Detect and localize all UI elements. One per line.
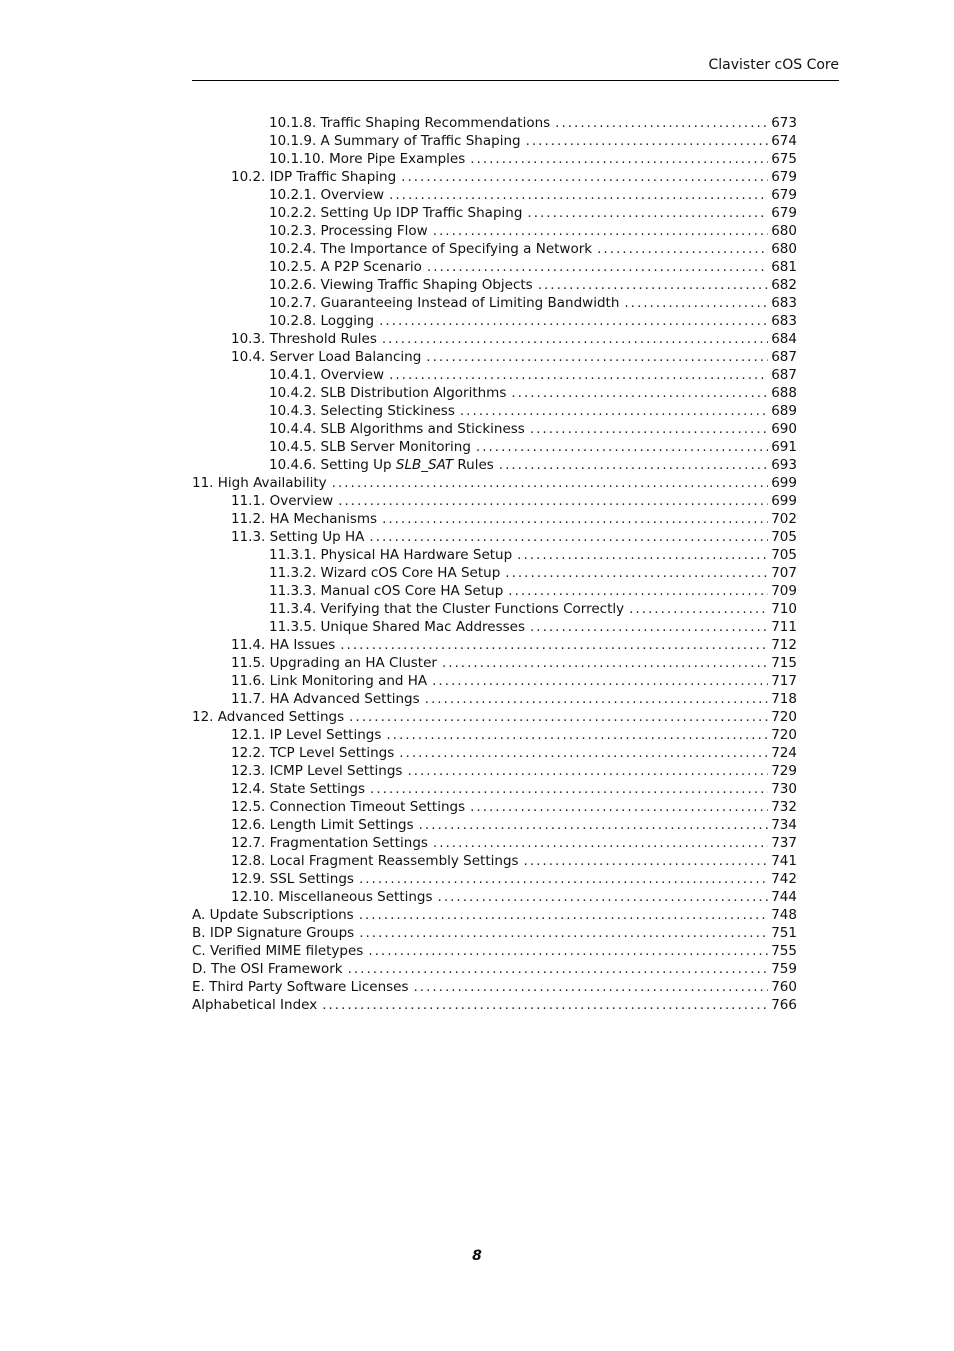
toc-entry-page: 673 bbox=[771, 115, 797, 131]
toc-entry-page: 755 bbox=[771, 943, 797, 959]
toc-entry-label: 10.2.3. Processing Flow bbox=[269, 223, 428, 239]
toc-entry-label: 11.3.1. Physical HA Hardware Setup bbox=[269, 547, 513, 563]
toc-entry-page: 712 bbox=[771, 637, 797, 653]
toc-entry-label-text: Rules bbox=[453, 457, 494, 473]
toc-entry-label: 10.2. IDP Traffic Shaping bbox=[231, 169, 397, 185]
toc-dot-leader bbox=[399, 744, 768, 762]
toc-entry-label: C. Verified MIME filetypes bbox=[192, 943, 364, 959]
toc-entry-page: 687 bbox=[771, 349, 797, 365]
toc-entry-label: 10.4.5. SLB Server Monitoring bbox=[269, 439, 471, 455]
toc-entry[interactable] bbox=[192, 726, 797, 744]
toc-entry[interactable] bbox=[192, 150, 797, 168]
toc-entry[interactable] bbox=[192, 672, 797, 690]
toc-entry-page: 705 bbox=[771, 547, 797, 563]
toc-entry[interactable] bbox=[192, 276, 797, 294]
toc-dot-leader bbox=[530, 420, 768, 438]
page-number: 8 bbox=[472, 1248, 482, 1264]
toc-entry[interactable] bbox=[192, 996, 797, 1014]
toc-entry-label: 10.4.1. Overview bbox=[269, 367, 385, 383]
toc-entry-label: 12.2. TCP Level Settings bbox=[231, 745, 395, 761]
toc-dot-leader bbox=[332, 474, 769, 492]
toc-entry[interactable] bbox=[192, 762, 797, 780]
toc-entry-page: 679 bbox=[771, 187, 797, 203]
toc-dot-leader bbox=[370, 780, 768, 798]
toc-entry[interactable] bbox=[192, 456, 797, 474]
toc-entry-label: 12.5. Connection Timeout Settings bbox=[231, 799, 466, 815]
toc-entry-page: 715 bbox=[771, 655, 797, 671]
toc-entry[interactable] bbox=[192, 528, 797, 546]
toc-entry[interactable] bbox=[192, 690, 797, 708]
toc-entry-label: 12.9. SSL Settings bbox=[231, 871, 354, 887]
toc-dot-leader bbox=[359, 924, 768, 942]
toc-entry-page: 744 bbox=[771, 889, 797, 905]
toc-entry-page: 760 bbox=[771, 979, 797, 995]
toc-entry-label: 12.7. Fragmentation Settings bbox=[231, 835, 428, 851]
toc-entry[interactable] bbox=[192, 906, 797, 924]
toc-dot-leader bbox=[359, 906, 769, 924]
toc-entry-page: 681 bbox=[771, 259, 797, 275]
toc-dot-leader bbox=[433, 834, 768, 852]
toc-entry-page: 688 bbox=[771, 385, 797, 401]
toc-entry-label bbox=[269, 456, 494, 474]
toc-entry-label-text: 10.4.6. Setting Up bbox=[269, 457, 396, 473]
toc-entry-page: 689 bbox=[771, 403, 797, 419]
toc-entry-page: 720 bbox=[771, 709, 797, 725]
toc-entry-label: D. The OSI Framework bbox=[192, 961, 343, 977]
toc-entry-page: 679 bbox=[771, 169, 797, 185]
toc-entry-page: 705 bbox=[771, 529, 797, 545]
toc-entry-page: 682 bbox=[771, 277, 797, 293]
toc-entry-label: 10.2.8. Logging bbox=[269, 313, 375, 329]
toc-dot-leader bbox=[470, 798, 768, 816]
toc-entry-label: 12.8. Local Fragment Reassembly Settings bbox=[231, 853, 519, 869]
toc-entry-page: 720 bbox=[771, 727, 797, 743]
toc-dot-leader bbox=[386, 726, 768, 744]
toc-entry[interactable] bbox=[192, 654, 797, 672]
toc-dot-leader bbox=[511, 384, 768, 402]
toc-dot-leader bbox=[340, 636, 768, 654]
toc-entry[interactable] bbox=[192, 186, 797, 204]
toc-entry-page: 711 bbox=[771, 619, 797, 635]
toc-entry[interactable] bbox=[192, 312, 797, 330]
toc-entry-page: 766 bbox=[771, 997, 797, 1013]
toc-dot-leader bbox=[382, 510, 768, 528]
toc-dot-leader bbox=[407, 762, 768, 780]
toc-dot-leader bbox=[389, 366, 768, 384]
toc-entry-page: 699 bbox=[771, 493, 797, 509]
toc-entry[interactable] bbox=[192, 636, 797, 654]
toc-entry-page: 737 bbox=[771, 835, 797, 851]
toc-dot-leader bbox=[425, 690, 769, 708]
toc-entry[interactable] bbox=[192, 132, 797, 150]
toc-dot-leader bbox=[524, 852, 769, 870]
toc-entry[interactable] bbox=[192, 474, 797, 492]
toc-dot-leader bbox=[419, 816, 769, 834]
toc-entry-label: 10.1.10. More Pipe Examples bbox=[269, 151, 466, 167]
toc-dot-leader bbox=[389, 186, 768, 204]
toc-dot-leader bbox=[527, 204, 768, 222]
toc-entry-page: 732 bbox=[771, 799, 797, 815]
toc-dot-leader bbox=[368, 942, 768, 960]
toc-entry-label: 11.5. Upgrading an HA Cluster bbox=[231, 655, 437, 671]
toc-entry-label: 11. High Availability bbox=[192, 475, 327, 491]
toc-entry-page: 687 bbox=[771, 367, 797, 383]
toc-dot-leader bbox=[322, 996, 768, 1014]
toc-dot-leader bbox=[338, 492, 768, 510]
toc-entry-label: 11.7. HA Advanced Settings bbox=[231, 691, 420, 707]
toc-entry-page: 680 bbox=[771, 241, 797, 257]
toc-entry[interactable] bbox=[192, 114, 797, 132]
toc-entry-page: 684 bbox=[771, 331, 797, 347]
toc-entry-page: 718 bbox=[771, 691, 797, 707]
toc-entry-page: 724 bbox=[771, 745, 797, 761]
toc-dot-leader bbox=[382, 330, 768, 348]
toc-entry[interactable] bbox=[192, 870, 797, 888]
toc-entry[interactable] bbox=[192, 258, 797, 276]
toc-dot-leader bbox=[438, 888, 769, 906]
toc-dot-leader bbox=[517, 546, 768, 564]
toc-entry[interactable] bbox=[192, 420, 797, 438]
toc-entry[interactable] bbox=[192, 852, 797, 870]
toc-entry-page: 680 bbox=[771, 223, 797, 239]
toc-entry[interactable] bbox=[192, 942, 797, 960]
toc-entry-page: 730 bbox=[771, 781, 797, 797]
toc-dot-leader bbox=[369, 528, 768, 546]
toc-dot-leader bbox=[499, 456, 768, 474]
toc-entry[interactable] bbox=[192, 438, 797, 456]
toc-entry-label: 10.4.2. SLB Distribution Algorithms bbox=[269, 385, 507, 401]
toc-entry-label: 10.1.9. A Summary of Traffic Shaping bbox=[269, 133, 521, 149]
toc-dot-leader bbox=[538, 276, 769, 294]
toc-entry-label: 10.3. Threshold Rules bbox=[231, 331, 377, 347]
toc-entry-page: 683 bbox=[771, 295, 797, 311]
toc-entry[interactable] bbox=[192, 222, 797, 240]
toc-entry-page: 693 bbox=[771, 457, 797, 473]
toc-entry-page: 710 bbox=[771, 601, 797, 617]
toc-dot-leader bbox=[508, 582, 768, 600]
toc-entry[interactable] bbox=[192, 978, 797, 996]
toc-entry-page: 699 bbox=[771, 475, 797, 491]
toc-entry[interactable] bbox=[192, 168, 797, 186]
toc-entry[interactable] bbox=[192, 564, 797, 582]
toc-dot-leader bbox=[530, 618, 768, 636]
toc-entry-label: 10.2.1. Overview bbox=[269, 187, 385, 203]
toc-entry-label: 11.2. HA Mechanisms bbox=[231, 511, 378, 527]
toc-entry-page: 709 bbox=[771, 583, 797, 599]
table-of-contents bbox=[192, 114, 797, 1014]
toc-dot-leader bbox=[359, 870, 768, 888]
toc-entry-page: 690 bbox=[771, 421, 797, 437]
toc-entry[interactable] bbox=[192, 960, 797, 978]
toc-entry-page: 734 bbox=[771, 817, 797, 833]
toc-entry-label: 10.1.8. Traffic Shaping Recommendations bbox=[269, 115, 551, 131]
toc-dot-leader bbox=[349, 708, 768, 726]
toc-entry[interactable] bbox=[192, 888, 797, 906]
toc-entry[interactable] bbox=[192, 816, 797, 834]
toc-entry[interactable] bbox=[192, 546, 797, 564]
toc-entry[interactable] bbox=[192, 510, 797, 528]
toc-entry[interactable] bbox=[192, 384, 797, 402]
toc-dot-leader bbox=[629, 600, 768, 618]
header-rule bbox=[192, 80, 839, 81]
toc-entry-label: 10.2.4. The Importance of Specifying a Network bbox=[269, 241, 593, 257]
toc-dot-leader bbox=[401, 168, 768, 186]
toc-dot-leader bbox=[460, 402, 768, 420]
toc-entry[interactable] bbox=[192, 708, 797, 726]
toc-dot-leader bbox=[379, 312, 768, 330]
toc-entry-label: 10.2.6. Viewing Traffic Shaping Objects bbox=[269, 277, 533, 293]
toc-entry-label: 12.4. State Settings bbox=[231, 781, 366, 797]
toc-dot-leader bbox=[526, 132, 769, 150]
toc-entry[interactable] bbox=[192, 330, 797, 348]
toc-entry-label: 12.10. Miscellaneous Settings bbox=[231, 889, 433, 905]
toc-entry-label: 10.4.3. Selecting Stickiness bbox=[269, 403, 455, 419]
toc-entry-label: 12.1. IP Level Settings bbox=[231, 727, 382, 743]
toc-entry-page: 748 bbox=[771, 907, 797, 923]
toc-dot-leader bbox=[414, 978, 769, 996]
toc-entry[interactable] bbox=[192, 744, 797, 762]
toc-entry-page: 717 bbox=[771, 673, 797, 689]
toc-entry-label: 11.1. Overview bbox=[231, 493, 334, 509]
running-header-title: Clavister cOS Core bbox=[708, 57, 839, 73]
toc-entry-label: E. Third Party Software Licenses bbox=[192, 979, 409, 995]
toc-entry-page: 702 bbox=[771, 511, 797, 527]
toc-dot-leader bbox=[433, 222, 769, 240]
toc-entry-label-emphasis: SLB_SAT bbox=[395, 457, 454, 473]
toc-entry-label: 11.3.4. Verifying that the Cluster Functions Correctly bbox=[269, 601, 625, 617]
toc-dot-leader bbox=[442, 654, 768, 672]
toc-entry-page: 675 bbox=[771, 151, 797, 167]
toc-dot-leader bbox=[476, 438, 768, 456]
toc-entry[interactable] bbox=[192, 294, 797, 312]
toc-entry[interactable] bbox=[192, 366, 797, 384]
toc-dot-leader bbox=[427, 258, 768, 276]
toc-entry[interactable] bbox=[192, 492, 797, 510]
toc-dot-leader bbox=[470, 150, 768, 168]
toc-entry[interactable] bbox=[192, 240, 797, 258]
toc-entry[interactable] bbox=[192, 618, 797, 636]
toc-entry-label: 12.6. Length Limit Settings bbox=[231, 817, 414, 833]
toc-entry-label: 12. Advanced Settings bbox=[192, 709, 345, 725]
toc-entry-page: 707 bbox=[771, 565, 797, 581]
toc-entry-label: A. Update Subscriptions bbox=[192, 907, 354, 923]
toc-entry-label: 11.3.3. Manual cOS Core HA Setup bbox=[269, 583, 504, 599]
toc-entry[interactable] bbox=[192, 600, 797, 618]
toc-entry-page: 679 bbox=[771, 205, 797, 221]
toc-entry-label: 10.4.4. SLB Algorithms and Stickiness bbox=[269, 421, 525, 437]
toc-entry[interactable] bbox=[192, 348, 797, 366]
toc-entry-page: 742 bbox=[771, 871, 797, 887]
toc-entry-label: 11.4. HA Issues bbox=[231, 637, 336, 653]
toc-dot-leader bbox=[624, 294, 768, 312]
toc-dot-leader bbox=[348, 960, 769, 978]
toc-dot-leader bbox=[597, 240, 768, 258]
toc-dot-leader bbox=[555, 114, 768, 132]
toc-entry-label: 10.2.7. Guaranteeing Instead of Limiting Bandwidth bbox=[269, 295, 620, 311]
toc-entry-label: 10.2.5. A P2P Scenario bbox=[269, 259, 422, 275]
toc-dot-leader bbox=[505, 564, 768, 582]
toc-entry-label: 11.3.2. Wizard cOS Core HA Setup bbox=[269, 565, 501, 581]
toc-entry[interactable] bbox=[192, 798, 797, 816]
toc-dot-leader bbox=[426, 348, 768, 366]
toc-entry[interactable] bbox=[192, 834, 797, 852]
toc-entry-page: 751 bbox=[771, 925, 797, 941]
toc-entry-page: 674 bbox=[771, 133, 797, 149]
toc-entry[interactable] bbox=[192, 924, 797, 942]
toc-entry-label: 10.4. Server Load Balancing bbox=[231, 349, 422, 365]
toc-entry-page: 759 bbox=[771, 961, 797, 977]
toc-entry-page: 741 bbox=[771, 853, 797, 869]
toc-entry-label: 11.3.5. Unique Shared Mac Addresses bbox=[269, 619, 525, 635]
toc-entry-label: 11.3. Setting Up HA bbox=[231, 529, 365, 545]
toc-entry-label: 11.6. Link Monitoring and HA bbox=[231, 673, 428, 689]
toc-entry[interactable] bbox=[192, 204, 797, 222]
toc-entry-label: Alphabetical Index bbox=[192, 997, 318, 1013]
toc-entry-page: 729 bbox=[771, 763, 797, 779]
toc-entry[interactable] bbox=[192, 780, 797, 798]
toc-entry[interactable] bbox=[192, 582, 797, 600]
toc-entry-label: 12.3. ICMP Level Settings bbox=[231, 763, 403, 779]
toc-entry-label: 10.2.2. Setting Up IDP Traffic Shaping bbox=[269, 205, 523, 221]
toc-dot-leader bbox=[432, 672, 768, 690]
toc-entry[interactable] bbox=[192, 402, 797, 420]
toc-entry-page: 683 bbox=[771, 313, 797, 329]
toc-entry-page: 691 bbox=[771, 439, 797, 455]
toc-entry-label: B. IDP Signature Groups bbox=[192, 925, 355, 941]
